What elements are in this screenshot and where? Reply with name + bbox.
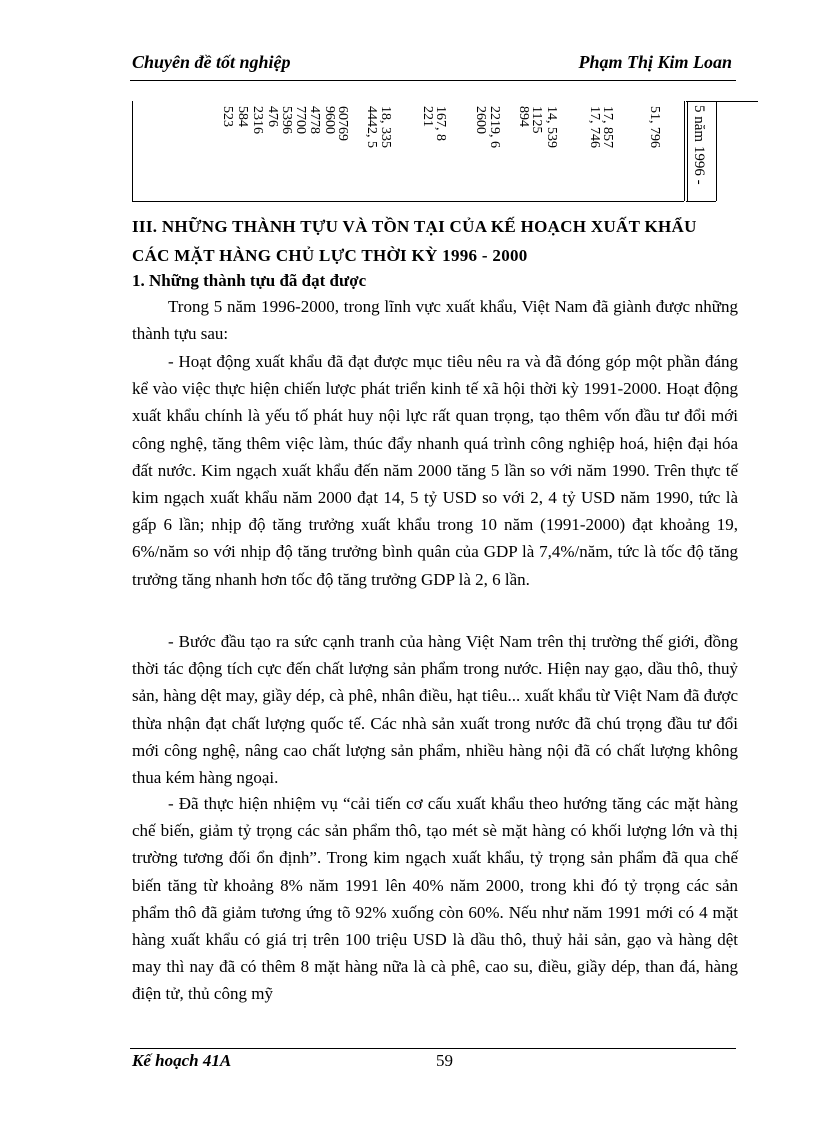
paragraph	[132, 628, 738, 791]
header-author: Phạm Thị Kim Loan	[578, 52, 732, 72]
table-border	[132, 201, 684, 202]
table-cell: 584	[235, 106, 250, 127]
table-cell: 9600	[322, 106, 337, 134]
table-cell: 14, 539	[544, 106, 559, 148]
table-cell: 221	[420, 106, 435, 127]
paragraph-text: - Hoạt động xuất khẩu đã đạt được mục tiêu nêu ra và đã đóng góp một phần đáng kể vào việc thực hiện chiến lược phát triển kinh tế xã hội thời kỳ 1991-2000. Hoạt động xuất khẩu chính là yếu tố phát huy nội lực rất quan trọng, tạo thêm vốn đầu tư đổi mới công nghệ, tăng thêm việc làm, thúc đẩy nhanh quá trình công nghiệp hoá, hiện đại hóa đất nước. Kim ngạch xuất khẩu đến năm 2000 tăng 5 lần so với năm 1990. Trên thực tế kim ngạch xuất khẩu năm 2000 đạt 14, 5 tỷ USD so với 2, 4 tỷ USD năm 1990, tức là gấp 6 lần; nhịp độ tăng trưởng xuất khẩu trong 10 năm (1991-2000) đạt khoảng 19, 6%/năm so với nhịp độ tăng trưởng bình quân của GDP là 7,4%/năm, tức là tốc độ tăng trưởng tăng nhanh hơn tốc độ tăng trưởng GDP là 2, 6 lần.	[132, 352, 738, 589]
subsection-heading: 1. Những thành tựu đã đạt được	[132, 271, 367, 290]
paragraph	[132, 790, 738, 1008]
table-cell: 51, 796	[647, 106, 662, 148]
table-border	[686, 101, 758, 102]
table-cell: 1125	[529, 106, 544, 134]
paragraph	[132, 348, 738, 593]
table-cell: 476	[265, 106, 280, 127]
table-cell: 523	[220, 106, 235, 127]
table-border	[716, 101, 717, 201]
table-cell: 167, 8	[433, 106, 448, 141]
table-cell: 7700	[293, 106, 308, 134]
header-rule	[130, 80, 736, 81]
table-border	[684, 101, 685, 201]
paragraph-text: - Đã thực hiện nhiệm vụ “cải tiến cơ cấu xuất khẩu theo hướng tăng các mặt hàng chế biến, giảm tỷ trọng các sản phẩm thô, tạo mét sè mặt hàng có khối lượng lớn và thị trường tương đối ổn định”. Trong kim ngạch xuất khẩu, tỷ trọng sản phẩm đã qua chế biến tăng từ khoảng 8% năm 1991 lên 40% năm 2000, trong khi đó tỷ trọng các sản phẩm thô đã giảm tương ứng tõ 92% xuống còn 60%. Nếu như năm 1991 mới có 4 mặt hàng xuất khẩu có giá trị trên 100 triệu USD là dầu thô, thuỷ hải sản, gạo và hàng dệt may thì nay đã có thêm 8 mặt hàng nữa là cà phê, cao su, điều, giầy dép, than đá, hàng điện tử, thủ công mỹ	[132, 794, 738, 1004]
table-cell: 5396	[279, 106, 294, 134]
table-cell: 2219, 6	[487, 106, 502, 148]
table-border	[132, 101, 133, 201]
table-cell: 4442, 5	[364, 106, 379, 148]
footer-rule	[130, 1048, 736, 1049]
paragraph-text: - Bước đầu tạo ra sức cạnh tranh của hàng Việt Nam trên thị trường thế giới, đồng thời tác động tích cực đến chất lượng sản phẩm trong nước. Hiện nay gạo, dầu thô, thuỷ sản, hàng dệt may, giầy dép, cà phê, nhân điều, hạt tiêu... xuất khẩu từ Việt Nam đã được thừa nhận đạt chất lượng quốc tế. Các nhà sản xuất trong nước đã chú trọng đầu tư đổi mới công nghệ, nâng cao chất lượng sản phẩm, nhiều hàng nội đã có chất lượng không thua kém hàng ngoại.	[132, 632, 738, 788]
table-cell: 17, 746	[587, 106, 602, 148]
section-heading: III. NHỮNG THÀNH TỰU VÀ TỒN TẠI CỦA KẾ HOẠCH XUẤT KHẨU CÁC MẶT HÀNG CHỦ LỰC THỜI KỲ 1996 - 2000	[132, 217, 697, 265]
table-cell: 4778	[307, 106, 322, 134]
page-number: 59	[436, 1051, 453, 1070]
paragraph-text: Trong 5 năm 1996-2000, trong lĩnh vực xuất khẩu, Việt Nam đã giành được những thành tựu sau:	[132, 297, 738, 344]
header-title-left: Chuyên đề tốt nghiệp	[132, 52, 291, 72]
footer-class-label: Kế hoạch 41A	[132, 1051, 232, 1070]
rotated-table-fragment	[132, 101, 758, 202]
table-cell: 17, 857	[600, 106, 615, 148]
table-cell: 18, 335	[378, 106, 393, 148]
table-border	[686, 201, 716, 202]
table-cell: 2600	[473, 106, 488, 134]
table-cell: 894	[516, 106, 531, 127]
table-cell: 2316	[250, 106, 265, 134]
table-cell: 60769	[335, 106, 350, 141]
table-border	[687, 101, 688, 201]
table-period-label: 5 năm 1996 -	[691, 105, 707, 185]
paragraph	[132, 293, 738, 347]
